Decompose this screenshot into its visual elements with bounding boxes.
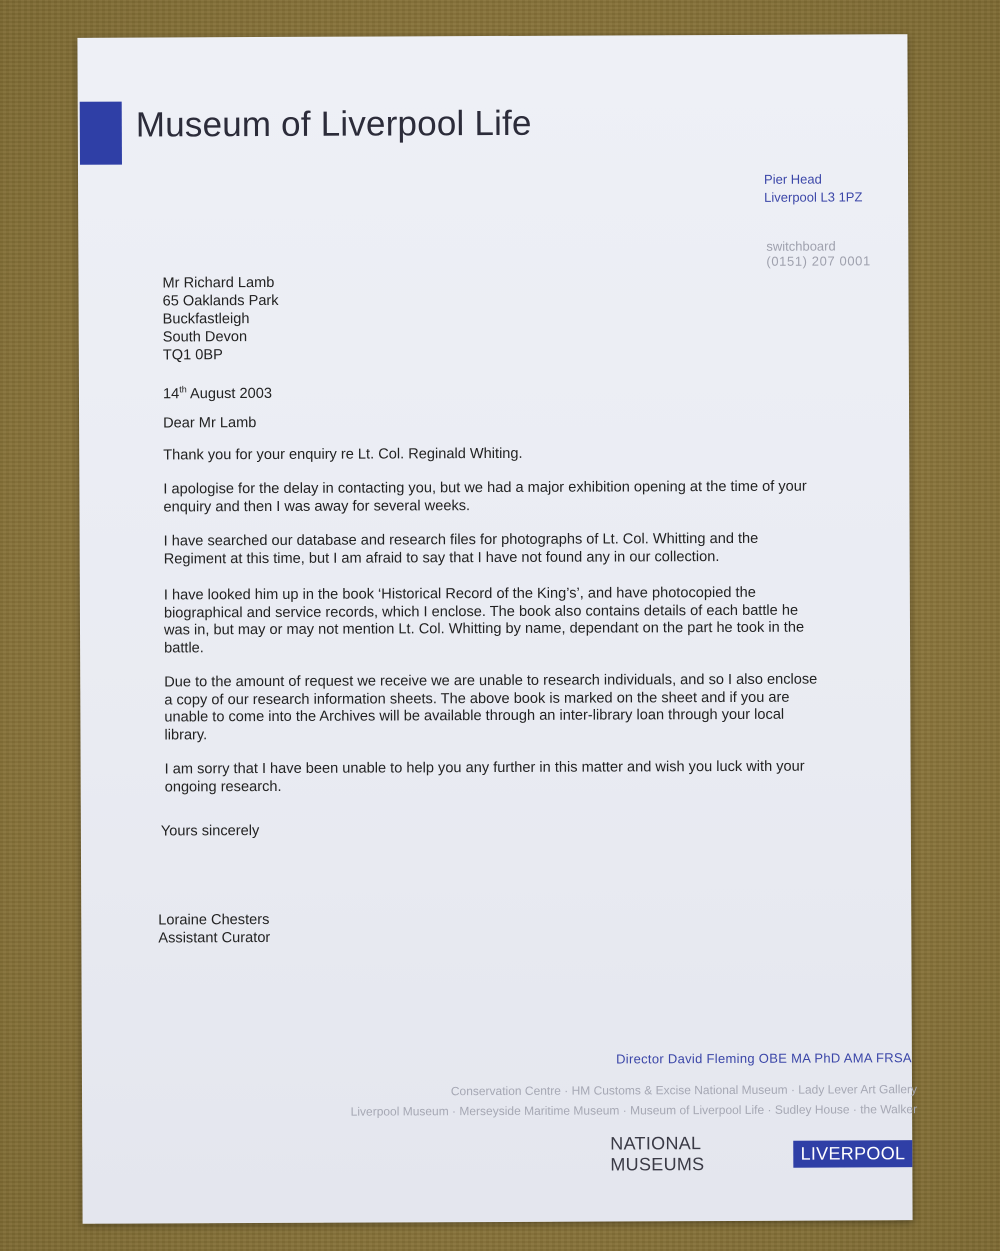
recipient-line: 65 Oaklands Park xyxy=(162,292,279,310)
director-name: David Fleming OBE MA PhD AMA FRSA xyxy=(667,1050,912,1067)
venues-line: Liverpool Museum · Merseyside Maritime Museum · Museum of Liverpool Life · Sudley House · the Walker xyxy=(350,1102,918,1119)
date-rest: August 2003 xyxy=(186,385,272,403)
logo-text-liverpool: LIVERPOOL xyxy=(793,1140,912,1168)
salutation: Dear Mr Lamb xyxy=(163,415,257,432)
national-museums-liverpool-logo xyxy=(610,1132,912,1175)
director-label: Director xyxy=(616,1051,665,1067)
paragraph: I apologise for the delay in contacting you, but we had a major exhibition opening at the time of your enquiry and then I was away for several weeks. xyxy=(163,478,807,515)
recipient-name: Mr Richard Lamb xyxy=(162,274,275,292)
recipient-address xyxy=(162,274,278,365)
recipient-postcode: TQ1 0BP xyxy=(162,347,223,364)
switchboard-number: (0151) 207 0001 xyxy=(766,253,871,269)
signatory-title: Assistant Curator xyxy=(158,929,271,947)
switchboard-label: switchboard xyxy=(766,238,836,254)
paragraph: Thank you for your enquiry re Lt. Col. Reginald Whiting. xyxy=(163,445,523,464)
museum-title: Museum of Liverpool Life xyxy=(135,103,532,145)
paragraph: I have looked him up in the book ‘Historical Record of the King’s’, and have photocopied the biographical and service records, which I enclose. The book also contains details of each battle he was in, but may or may not mention Lt. Col. Whitting by name, dependant on the part he took in the battle. xyxy=(163,584,805,656)
address-line: Liverpool L3 1PZ xyxy=(764,189,863,205)
venues-line: Conservation Centre · HM Customs & Excise National Museum · Lady Lever Art Gallery xyxy=(450,1082,918,1099)
date-suffix: th xyxy=(179,384,187,395)
venues-list xyxy=(282,1079,917,1122)
signatory-name: Loraine Chesters xyxy=(158,911,270,929)
paragraph: I have searched our database and research files for photographs of Lt. Col. Whitting and the Regiment at this time, but I am afraid to say that I have not found any in our collection. xyxy=(163,530,759,567)
address-line: Pier Head xyxy=(764,171,822,187)
paragraph: Due to the amount of request we receive we are unable to research individuals, and so I also enclose a copy of our research information sheets. The above book is marked on the sheet and if you are unable to come into the Archives will be available through an inter-library loan through your local library. xyxy=(164,671,818,743)
museum-address xyxy=(764,170,862,206)
signature-block xyxy=(158,911,270,947)
paragraph: I am sorry that I have been unable to help you any further in this matter and wish you luck with your ongoing research. xyxy=(164,758,805,795)
switchboard-block xyxy=(766,238,871,268)
brand-color-block xyxy=(80,102,122,165)
director-line xyxy=(82,1050,912,1069)
logo-text-national: NATIONAL MUSEUMS xyxy=(610,1133,705,1175)
recipient-line: South Devon xyxy=(162,329,248,346)
recipient-line: Buckfastleigh xyxy=(162,311,250,328)
letter-sheet xyxy=(77,34,918,1224)
sign-off: Yours sincerely xyxy=(160,823,260,840)
letter-date xyxy=(163,380,272,403)
date-day: 14 xyxy=(162,386,180,403)
